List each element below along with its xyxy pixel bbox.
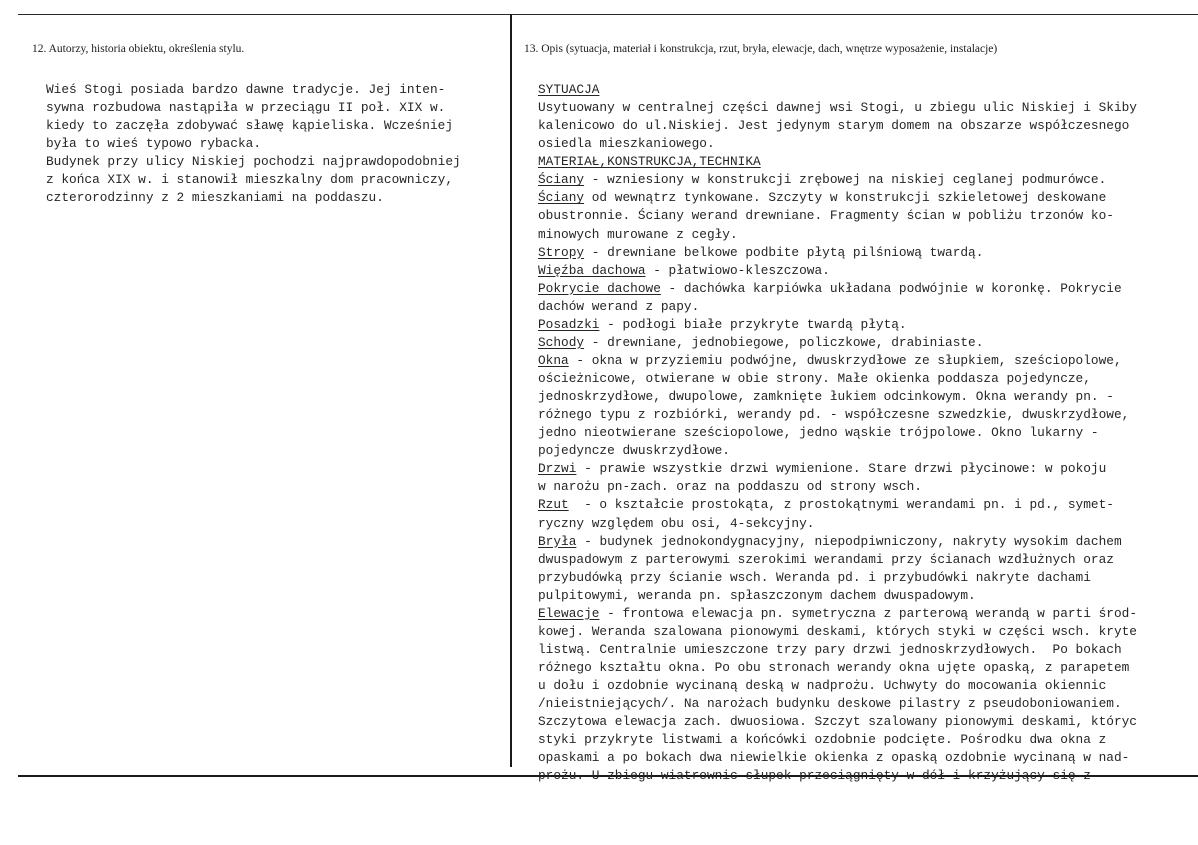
body-text: Usytuowany w centralnej części dawnej wsi Stogi, u zbiegu ulic Niskiej i Skiby xyxy=(538,100,1137,116)
body-text: ościeżnicowe, otwierane w obie strony. Małe okienka poddasza pojedyncze, xyxy=(538,371,1091,386)
section-13-line xyxy=(538,298,1137,316)
subheading-label: Okna xyxy=(538,352,569,368)
section-13-line xyxy=(538,352,1137,370)
subheading-label: Schody xyxy=(538,334,585,350)
subheading-label: Ściany xyxy=(538,190,585,206)
section-12-line: była to wieś typowo rybacka. xyxy=(46,136,262,152)
section-13-line xyxy=(538,677,1137,695)
subheading-label: Drzwi xyxy=(538,461,577,477)
body-text: - dachówka karpiówka układana podwójnie w koronkę. Pokrycie xyxy=(660,280,1122,296)
body-text: w narożu pn-zach. oraz na poddaszu od strony wsch. xyxy=(538,479,922,495)
body-text: listwą. Centralnie umieszczone trzy pary drzwi jednoskrzydłowych. Po bokach xyxy=(538,641,1122,657)
subheading-label: Więźba dachowa xyxy=(538,262,646,278)
body-text: kalenicowo do ul.Niskiej. Jest jedynym starym domem na obszarze współczesnego xyxy=(538,118,1130,134)
body-text: dwuspadowym z parterowymi szerokimi werandami przy ścianach wzdłużnych oraz xyxy=(538,551,1114,567)
subheading-label: Pokrycie dachowe xyxy=(538,280,661,296)
section-13-line xyxy=(538,117,1137,135)
body-text: pojedyncze dwuskrzydłowe. xyxy=(538,443,730,459)
section-12-line: sywna rozbudowa nastąpiła w przeciągu II poł. XIX w. xyxy=(46,100,446,116)
section-13-line xyxy=(538,515,1137,533)
section-12-line: Budynek przy ulicy Niskiej pochodzi najprawdopodobniej xyxy=(46,154,461,170)
body-text: - budynek jednokondygnacyjny, niepodpiwniczony, nakryty wysokim dachem xyxy=(576,533,1122,549)
body-text: Szczytowa elewacja zach. dwuosiowa. Szczyt szalowany pionowymi deskami, któryc xyxy=(538,714,1137,730)
section-13-line xyxy=(538,207,1137,225)
section-13-line xyxy=(538,731,1137,749)
section-13-line xyxy=(538,442,1137,460)
section-12-line: z końca XIX w. i stanowił mieszkalny dom pracowniczy, xyxy=(46,172,454,188)
section-13-line xyxy=(538,388,1137,406)
body-text: u dołu i ozdobnie wycinaną deską w nadprożu. Uchwyty do mocowania okiennic xyxy=(538,678,1107,694)
section-13-line xyxy=(538,749,1137,767)
body-text: pulpitowymi, weranda pn. spłaszczonym dachem dwuspadowym. xyxy=(538,587,976,603)
body-text: różnego typu z rozbiórki, werandy pd. - współczesne szwedzkie, dwuskrzydłowe, xyxy=(538,407,1130,423)
section-12-body xyxy=(46,81,461,207)
section-13-line xyxy=(538,153,1137,171)
body-text: - frontowa elewacja pn. symetryczna z parterową werandą w parti środ- xyxy=(599,605,1137,621)
subheading-label: Rzut xyxy=(538,497,569,513)
body-text: - wzniesiony w konstrukcji zrębowej na niskiej ceglanej podmurówce. xyxy=(584,172,1107,188)
section-13-line xyxy=(538,569,1137,587)
section-13-line xyxy=(538,189,1137,207)
section-12-heading: 12. Autorzy, historia obiektu, określenia stylu. xyxy=(32,43,245,55)
section-13-line xyxy=(538,280,1137,298)
section-12-line: Wieś Stogi posiada bardzo dawne tradycje. Jej inten- xyxy=(46,82,446,97)
section-13-line xyxy=(538,244,1137,262)
body-text: - podłogi białe przykryte twardą płytą. xyxy=(599,316,907,332)
section-13-line xyxy=(538,605,1137,623)
section-13-line xyxy=(538,226,1137,244)
column-divider xyxy=(510,14,512,767)
section-13-line xyxy=(538,587,1137,605)
section-13-line xyxy=(538,135,1137,153)
section-13-line xyxy=(538,551,1137,569)
body-text: opaskami a po bokach dwa niewielkie okienka z opaską ozdobnie wycinaną w nad- xyxy=(538,750,1130,766)
section-13-line xyxy=(538,370,1137,388)
section-13-line xyxy=(538,81,1137,99)
body-text: przybudówką przy ścianie wsch. Weranda pd. i przybudówki nakryte dachami xyxy=(538,569,1091,585)
body-text: - o kształcie prostokąta, z prostokątnymi werandami pn. i pd., symet- xyxy=(568,497,1114,513)
section-13-line xyxy=(538,713,1137,731)
subheading-label: Stropy xyxy=(538,244,585,260)
body-text: - drewniane, jednobiegowe, policzkowe, drabiniaste. xyxy=(584,334,984,350)
subheading-label: MATERIAŁ,KONSTRUKCJA,TECHNIKA xyxy=(538,154,761,170)
section-13-body xyxy=(538,81,1137,785)
body-text: osiedla mieszkaniowego. xyxy=(538,136,715,152)
body-text: styki przykryte listwami a końcówki ozdobnie podcięte. Pośrodku dwa okna z xyxy=(538,732,1107,748)
section-13-line xyxy=(538,334,1137,352)
body-text: od wewnątrz tynkowane. Szczyty w konstrukcji szkieletowej deskowane xyxy=(584,190,1107,206)
subheading-label: Elewacje xyxy=(538,605,600,621)
section-13-line xyxy=(538,533,1137,551)
section-13-line xyxy=(538,767,1137,785)
section-13-line xyxy=(538,695,1137,713)
section-13-line xyxy=(538,406,1137,424)
section-13-line xyxy=(538,99,1137,117)
section-13-heading: 13. Opis (sytuacja, materiał i konstrukcja, rzut, bryła, elewacje, dach, wnętrze wyposażenie, instalacje) xyxy=(524,43,998,55)
body-text: /nieistniejących/. Na narożach budynku deskowe pilastry z pseudoboniowaniem. xyxy=(538,696,1122,712)
body-text: kowej. Weranda szalowana pionowymi deskami, których styki w części wsch. kryte xyxy=(538,623,1137,639)
body-text: jedno nieotwierane sześciopolowe, jedno wąskie trójpolowe. Okno lukarny - xyxy=(538,425,1099,441)
section-13-line xyxy=(538,316,1137,334)
section-13-line xyxy=(538,623,1137,641)
subheading-label: Posadzki xyxy=(538,316,600,332)
section-13-line xyxy=(538,496,1137,514)
section-13-line xyxy=(538,424,1137,442)
body-text: - okna w przyziemiu podwójne, dwuskrzydłowe ze słupkiem, sześciopolowe, xyxy=(568,352,1122,368)
subheading-label: Ściany xyxy=(538,172,585,188)
body-text: - drewniane belkowe podbite płytą pilśniową twardą. xyxy=(584,244,984,260)
subheading-label: Bryła xyxy=(538,533,577,549)
body-text: - prawie wszystkie drzwi wymienione. Stare drzwi płycinowe: w pokoju xyxy=(576,461,1107,477)
body-text: obustronnie. Ściany werand drewniane. Fragmenty ścian w pobliżu trzonów ko- xyxy=(538,208,1114,224)
section-12-line: czterorodzinny z 2 mieszkaniami na poddaszu. xyxy=(46,190,384,206)
page-top-border xyxy=(18,14,1198,15)
section-13-line xyxy=(538,460,1137,478)
body-text: prożu. U zbiegu wiatrownic słupek przeciągnięty w dół i krzyżujący się z xyxy=(538,768,1091,784)
body-text: minowych murowane z cegły. xyxy=(538,226,738,242)
body-text: dachów werand z papy. xyxy=(538,298,700,314)
section-12-line: kiedy to zaczęła zdobywać sławę kąpieliska. Wcześniej xyxy=(46,118,454,134)
section-13-line xyxy=(538,641,1137,659)
body-text: jednoskrzydłowe, dwupolowe, zamknięte łukiem odcinkowym. Okna werandy pn. - xyxy=(538,389,1114,405)
section-13-line xyxy=(538,478,1137,496)
body-text: - płatwiowo-kleszczowa. xyxy=(645,262,830,278)
section-13-line xyxy=(538,659,1137,677)
section-13-line xyxy=(538,171,1137,189)
body-text: ryczny względem obu osi, 4-sekcyjny. xyxy=(538,515,815,531)
section-13-line xyxy=(538,262,1137,280)
subheading-label: SYTUACJA xyxy=(538,82,600,97)
body-text: różnego kształtu okna. Po obu stronach werandy okna ujęte opaską, z parapetem xyxy=(538,660,1130,675)
